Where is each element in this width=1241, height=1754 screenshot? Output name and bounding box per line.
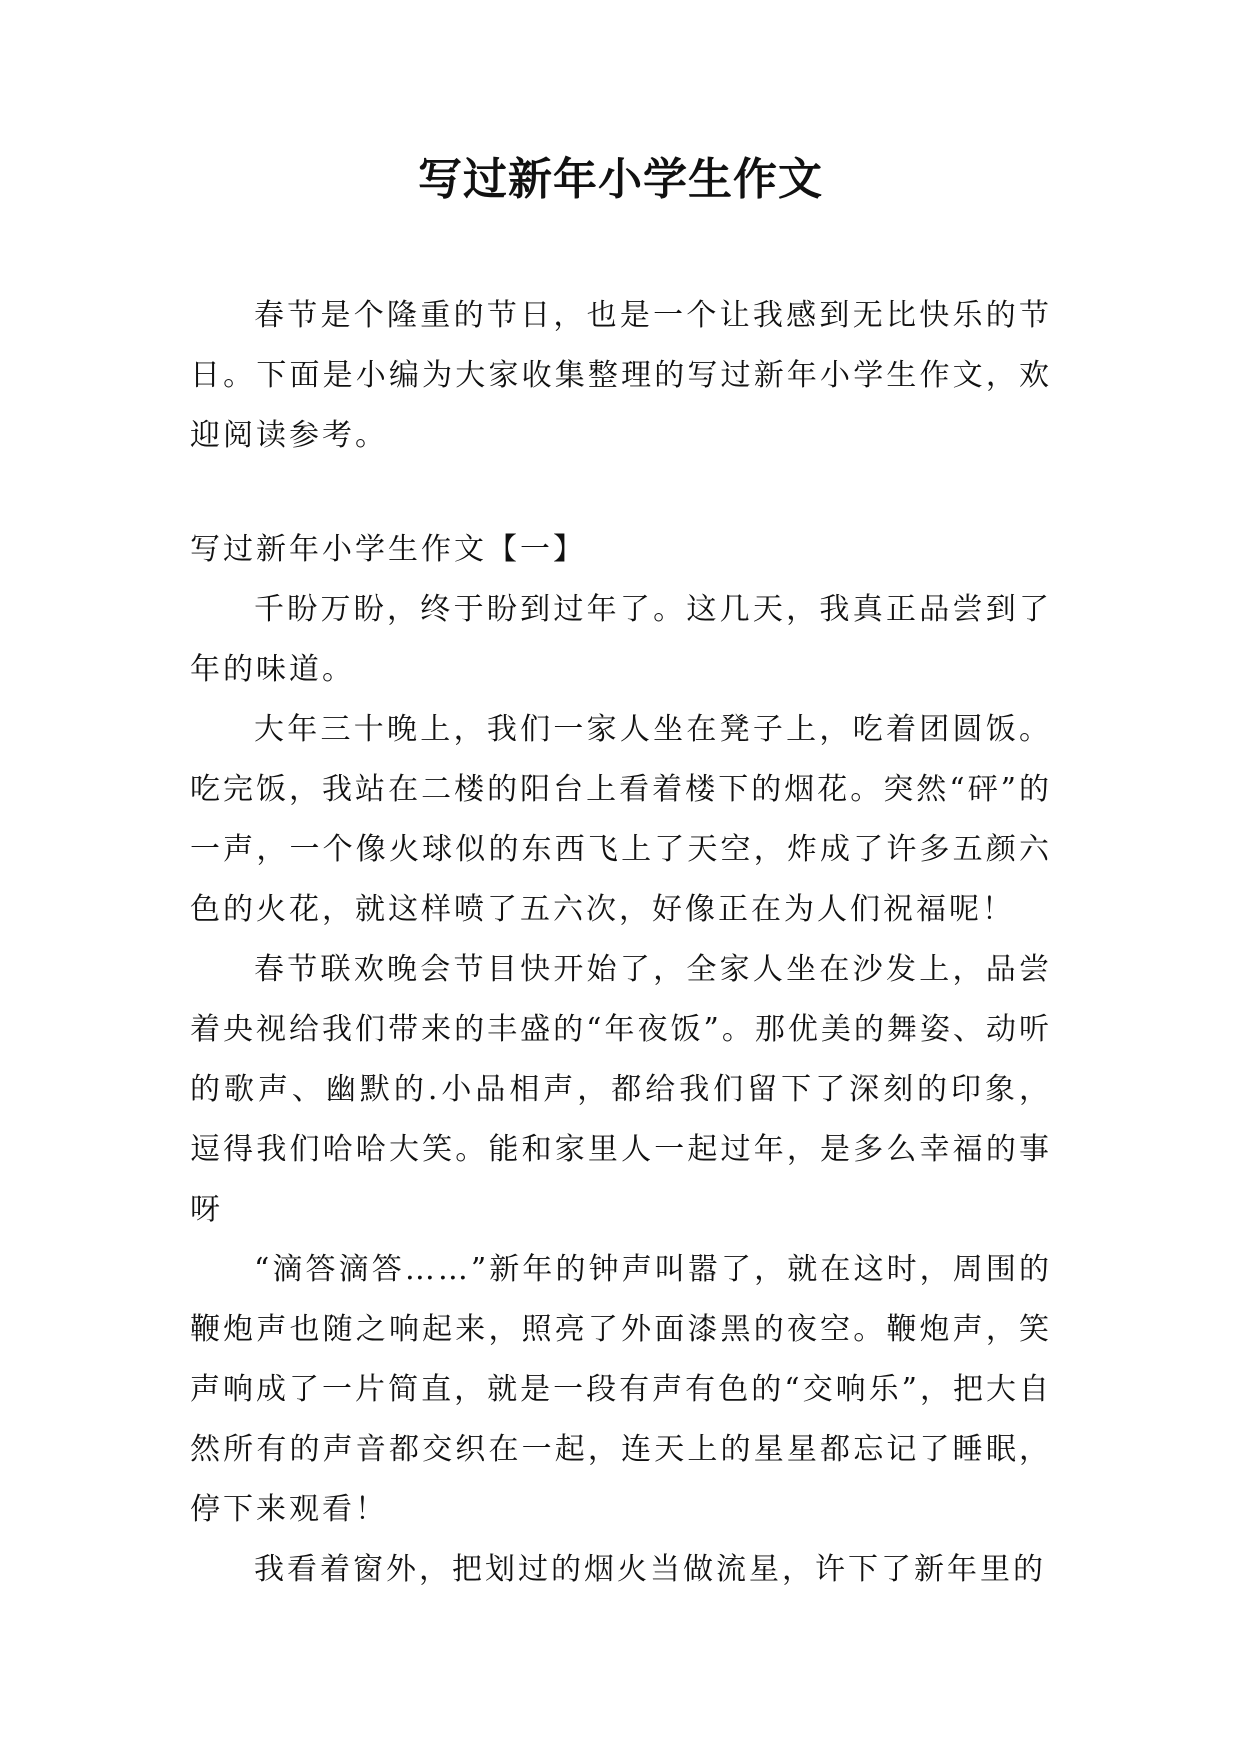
paragraph-1: 千盼万盼，终于盼到过年了。这几天，我真正品尝到了年的味道。 — [190, 592, 1052, 687]
intro-section — [190, 286, 1052, 466]
section-title: 写过新年小学生作文【一】 — [190, 532, 586, 567]
essay-section — [190, 520, 1052, 1600]
paragraph-5: 我看着窗外，把划过的烟火当做流星，许下了新年里的 — [254, 1552, 1046, 1587]
page-title: 写过新年小学生作文 — [418, 154, 823, 205]
paragraph-3: 春节联欢晚会节目快开始了，全家人坐在沙发上，品尝着央视给我们带来的丰盛的“年夜饭”。那优美的舞姿、动听的歌声、幽默的.小品相声，都给我们留下了深刻的印象，逗得我们哈哈大笑。能和家里人一起过年，是多么幸福的事呀 — [190, 952, 1052, 1227]
paragraph-2: 大年三十晚上，我们一家人坐在凳子上，吃着团圆饭。吃完饭，我站在二楼的阳台上看着楼下的烟花。突然“砰”的一声，一个像火球似的东西飞上了天空，炸成了许多五颜六色的火花，就这样喷了五六次，好像正在为人们祝福呢！ — [190, 712, 1052, 927]
intro-paragraph: 春节是个隆重的节日，也是一个让我感到无比快乐的节日。下面是小编为大家收集整理的写过新年小学生作文，欢迎阅读参考。 — [190, 298, 1052, 453]
paragraph-4: “滴答滴答……”新年的钟声叫嚣了，就在这时，周围的鞭炮声也随之响起来，照亮了外面漆黑的夜空。鞭炮声，笑声响成了一片简直，就是一段有声有色的“交响乐”，把大自然所有的声音都交织在一起，连天上的星星都忘记了睡眠，停下来观看！ — [190, 1252, 1052, 1527]
